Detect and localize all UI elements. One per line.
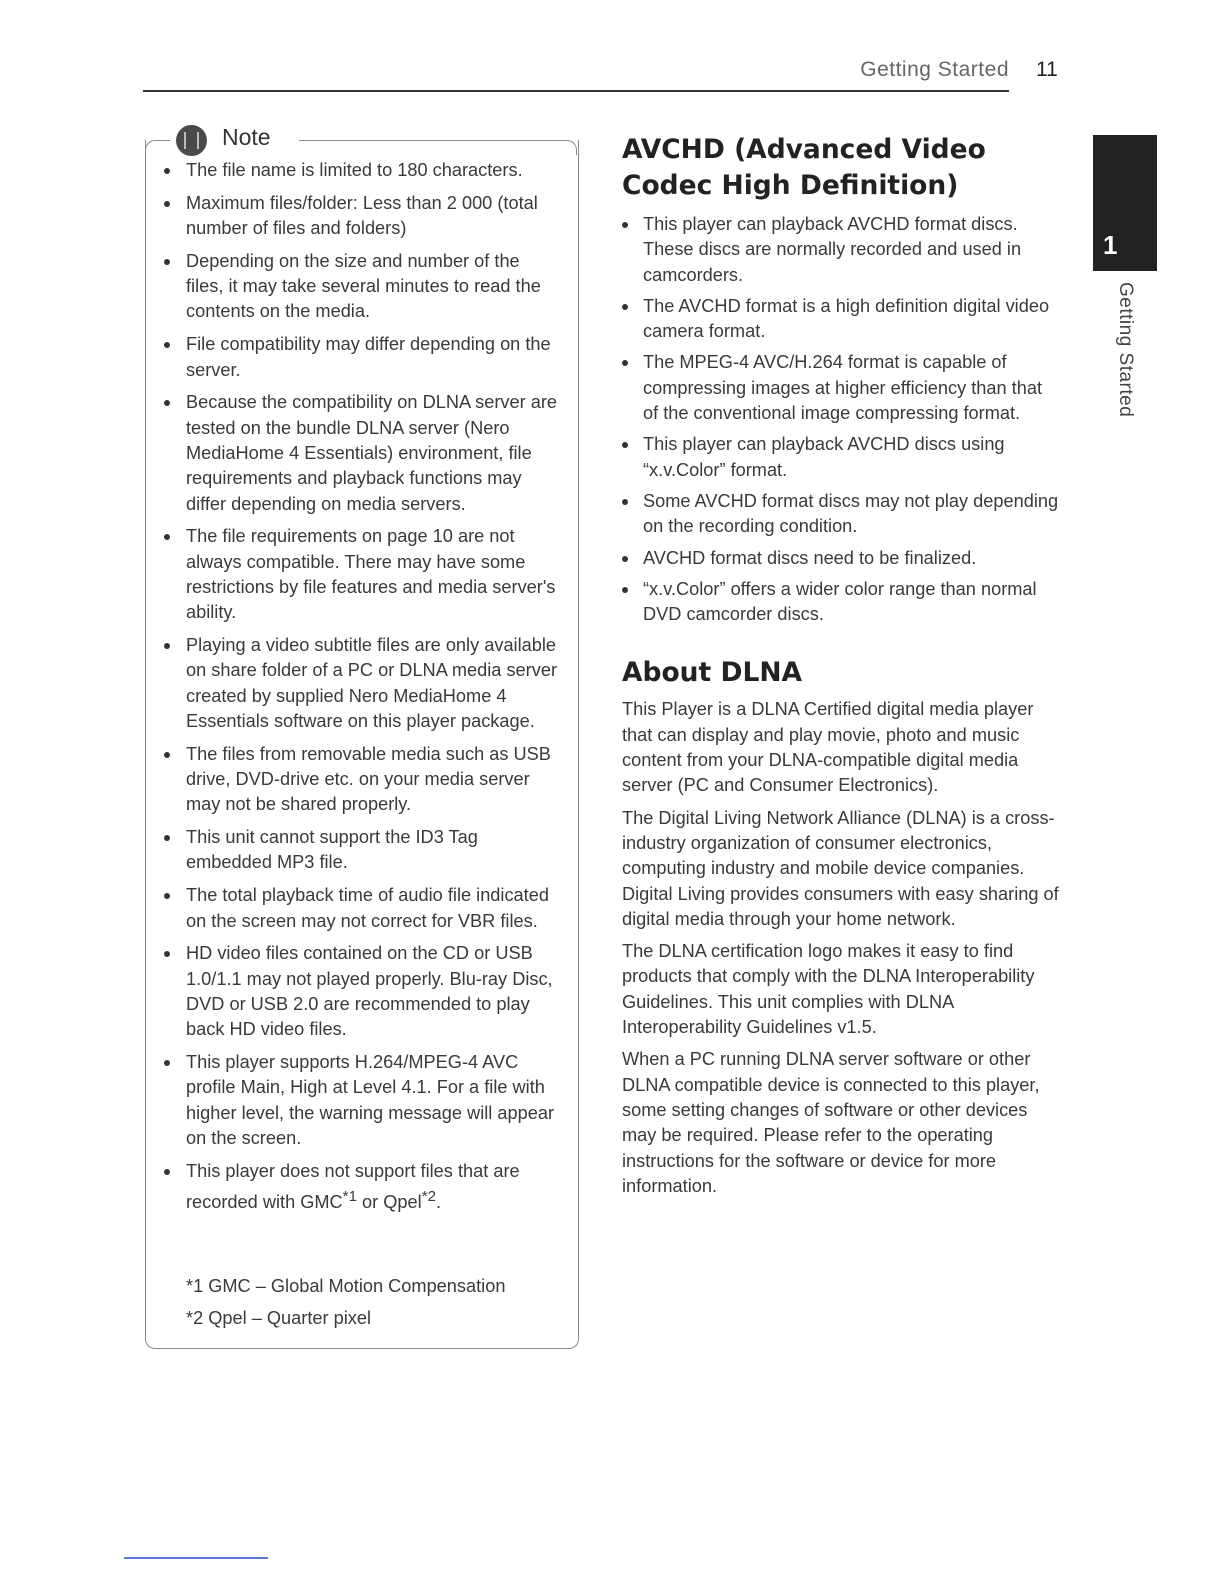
page-number: 11 — [1036, 58, 1058, 81]
note-list — [160, 158, 560, 1223]
dlna-body — [622, 697, 1062, 1199]
avchd-list — [622, 212, 1062, 627]
dlna-paragraph: The DLNA certification logo makes it easy to find products that comply with the DLNA Interoperability Guidelines. This unit complies with DLNA Interoperability Guidelines v1.5. — [622, 941, 1035, 1038]
chapter-label: Getting Started — [1115, 282, 1136, 418]
dlna-heading: About DLNA — [622, 657, 803, 689]
note-title: Note — [222, 124, 279, 151]
avchd-heading-line2: Codec High Definition) — [622, 170, 959, 201]
bottom-accent-line — [124, 1557, 268, 1559]
list-item: The AVCHD format is a high definition digital video camera format. — [622, 294, 1062, 345]
list-item: Because the compatibility on DLNA server are tested on the bundle DLNA server (Nero MediaHome 4 Essentials) environment, file requirements and playback functions may differ depending on media servers. — [160, 390, 560, 516]
list-item: The total playback time of audio file indicated on the screen may not correct for VBR files. — [160, 883, 560, 934]
list-item: Maximum files/folder: Less than 2 000 (total number of files and folders) — [160, 191, 560, 242]
footnote-1: *1 GMC – Global Motion Compensation — [186, 1276, 506, 1296]
dlna-paragraph: When a PC running DLNA server software or other DLNA compatible device is connected to this player, some setting changes of software or other devices may be required. Please refer to the operating instructions for the software or device for more information. — [622, 1049, 1040, 1196]
footnotes — [186, 1270, 566, 1334]
list-item: “x.v.Color” offers a wider color range than normal DVD camcorder discs. — [622, 577, 1062, 628]
dlna-paragraph: This Player is a DLNA Certified digital media player that can display and play movie, photo and music content from your DLNA-compatible digital media server (PC and Consumer Electronics). — [622, 699, 1034, 796]
right-column — [622, 132, 1062, 1206]
avchd-heading — [622, 132, 1062, 204]
chapter-number: 1 — [1103, 230, 1118, 260]
period: . — [436, 1192, 442, 1213]
page-header — [143, 56, 1009, 92]
list-item: File compatibility may differ depending on the server. — [160, 332, 560, 383]
footnote-2: *2 Qpel – Quarter pixel — [186, 1308, 372, 1328]
avchd-heading-line1: AVCHD (Advanced Video — [622, 134, 986, 165]
list-item: AVCHD format discs need to be finalized. — [622, 546, 1062, 571]
dlna-paragraph: The Digital Living Network Alliance (DLNA) is a cross-industry organization of consumer electronics, computing industry and mobile device companies. Digital Living provides consumers with easy sharing of digital media through your home network. — [622, 807, 1059, 929]
list-item: Depending on the size and number of the files, it may take several minutes to read the contents on the media. — [160, 249, 560, 325]
list-item: The MPEG-4 AVC/H.264 format is capable of compressing images at higher efficiency than that of the conventional image compressing format. — [622, 350, 1062, 426]
note-icon — [176, 125, 207, 156]
list-item: HD video files contained on the CD or USB 1.0/1.1 may not played properly. Blu-ray Disc, DVD or USB 2.0 are recommended to play back HD video files. — [160, 941, 560, 1042]
list-item — [160, 1159, 560, 1216]
gmc-text: This player does not support files that are recorded with GMC — [186, 1160, 520, 1213]
list-item: This player supports H.264/MPEG-4 AVC profile Main, High at Level 4.1. For a file with higher level, the warning message will appear on the screen. — [160, 1050, 560, 1151]
list-item: Playing a video subtitle files are only available on share folder of a PC or DLNA media server created by supplied Nero MediaHome 4 Essentials software on this player package. — [160, 633, 560, 734]
list-item: The files from removable media such as USB drive, DVD-drive etc. on your media server may not be shared properly. — [160, 742, 560, 818]
list-item: Some AVCHD format discs may not play depending on the recording condition. — [622, 489, 1062, 540]
list-item: This unit cannot support the ID3 Tag embedded MP3 file. — [160, 825, 560, 876]
qpel-text: or Qpel — [357, 1192, 422, 1213]
list-item: The file requirements on page 10 are not always compatible. There may have some restrictions by file features and media server's ability. — [160, 524, 560, 625]
footnote-ref-2: *2 — [421, 1187, 437, 1205]
section-title: Getting Started — [860, 58, 1009, 81]
list-item: This player can playback AVCHD format discs. These discs are normally recorded and used in camcorders. — [622, 212, 1062, 288]
footnote-ref-1: *1 — [342, 1187, 357, 1205]
list-item: This player can playback AVCHD discs using “x.v.Color” format. — [622, 432, 1062, 483]
list-item: The file name is limited to 180 characters. — [160, 158, 560, 183]
